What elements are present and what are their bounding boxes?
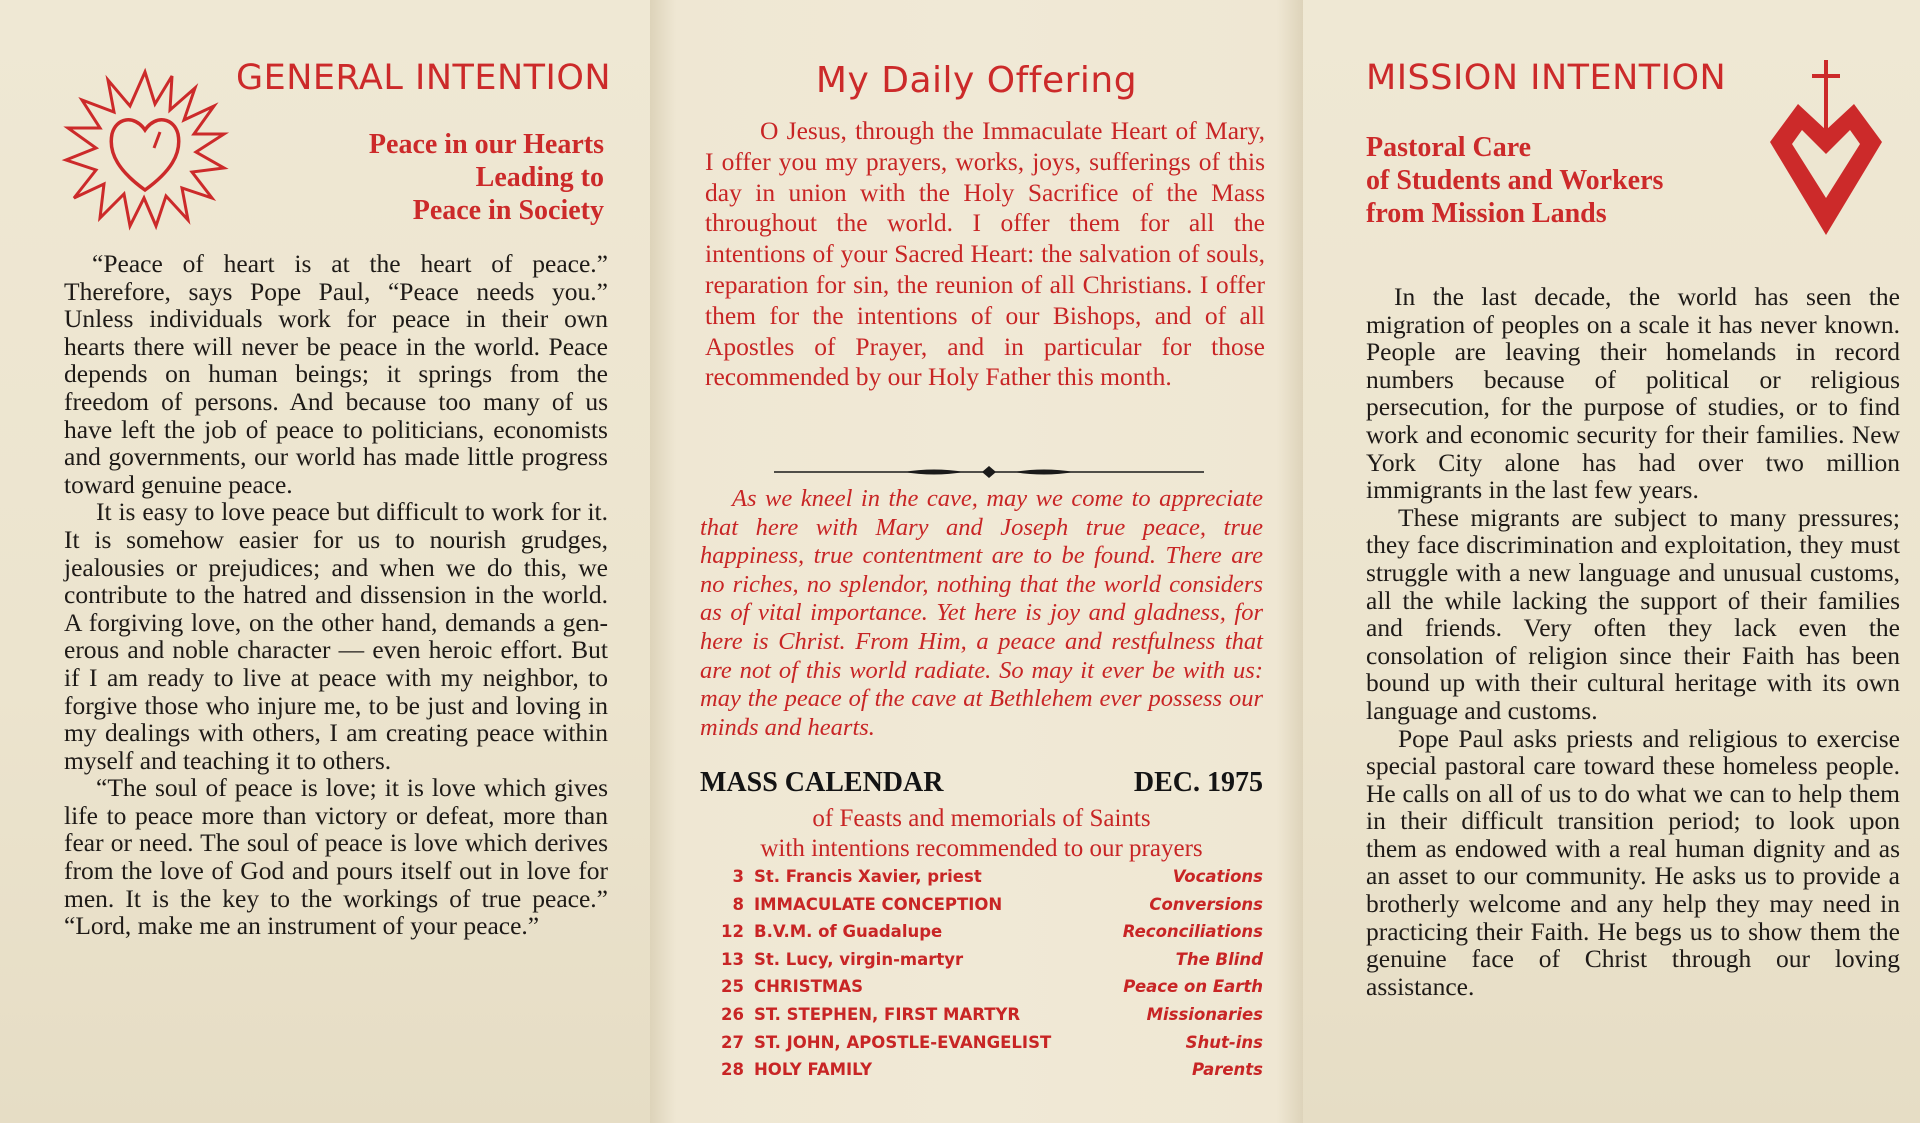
calendar-feast: IMMACULATE CONCEPTION: [754, 894, 1003, 914]
body-paragraph: In the last decade, the world has seen the migration of peoples on a scale it has never known. People are leaving their homelands in record numbers because of political or religious persecution, for the purpose of studies, or to find work and economic security for their families. New York City alone has had over two million immigrants in the last few years.: [1366, 282, 1900, 505]
calendar-day: 12: [721, 922, 744, 942]
calendar-intention: Missionaries: [1146, 1004, 1263, 1024]
calendar-day: 13: [721, 949, 744, 969]
daily-offering-text: [705, 116, 1265, 393]
mass-calendar-month: DEC. 1975: [1133, 767, 1263, 798]
calendar-entry: [710, 950, 1263, 978]
calendar-feast: B.V.M. of Guadalupe: [754, 922, 943, 942]
subtitle-line: from Mission Lands: [1366, 198, 1607, 229]
prayer-paragraph: As we kneel in the cave, may we come to appreciate that here with Mary and Joseph true peace, true happiness, true contentment are to be found. There are no riches, no splendor, nothing that the world considers as of vital importance. Yet here is joy and gladness, for here is Christ. From Him, a peace and restfulness that are not of this world radiate. So may it ever be with us: may the peace of the cave at Bethlehem ever possess our minds and hearts.: [700, 485, 1263, 741]
calendar-feast: ST. JOHN, APOSTLE-EVANGELIST: [754, 1032, 1052, 1052]
subtitle-line: Peace in our Hearts: [368, 129, 604, 160]
mission-intention-subtitle: [1366, 131, 1663, 230]
calendar-intention: Conversions: [1149, 894, 1263, 914]
calendar-feast: ST. STEPHEN, FIRST MARTYR: [754, 1004, 1021, 1024]
calendar-feast: HOLY FAMILY: [754, 1060, 873, 1080]
mission-intention-body: [1366, 283, 1900, 1000]
calendar-entry: [710, 867, 1263, 895]
general-intention-body: [64, 250, 608, 940]
calendar-intention: Vocations: [1172, 867, 1263, 886]
calendar-entry: [710, 1005, 1263, 1033]
calendar-intention: Parents: [1192, 1060, 1263, 1080]
calendar-entry: [710, 977, 1263, 1005]
calendar-day: 8: [732, 894, 744, 914]
sun-heart-icon: [60, 62, 230, 232]
general-intention-subtitle: [369, 128, 604, 227]
calendar-intention: Reconciliations: [1122, 922, 1263, 942]
heart-cross-icon: [1766, 60, 1886, 235]
calendar-feast: CHRISTMAS: [754, 977, 863, 997]
mission-intention-title: MISSION INTENTION: [1366, 58, 1727, 98]
nativity-prayer: [700, 485, 1263, 742]
body-paragraph: It is easy to love peace but difficult to work for it. It is somehow easier for us to nourish grudges, jealousies or prejudices; and when we do this, we contribute to the hatred and dissension in the world. A forgiving love, on the other hand, demands a generous and noble character — even heroic effort. But if I am ready to live at peace with my neighbor, to forgive those who injure me, to be just and loving in my dealings with others, I am creating peace within myself and teaching it to others.: [64, 497, 608, 775]
calendar-entry: [710, 922, 1263, 950]
calendar-day: 26: [721, 1004, 744, 1024]
calendar-day: 25: [721, 977, 744, 997]
calendar-intention: Shut-ins: [1185, 1032, 1263, 1052]
general-intention-panel: [0, 0, 650, 1123]
mass-calendar-subtitle: [700, 804, 1263, 864]
subtitle-line: Leading to: [475, 162, 604, 193]
body-paragraph: Pope Paul asks priests and religious to exercise special pastoral care toward these homeless people. He calls on all of us to do what we can to help them in their difficult transition period; to look upon them as endowed with a real human dignity and as an asset to our community. He asks us to provide a brotherly welcome and any help they may need in practicing their Faith. He begs us to show them the genuine face of Christ through our loving assistance.: [1366, 723, 1900, 1001]
mission-intention-panel: [1303, 0, 1920, 1123]
ornamental-divider-icon: [774, 462, 1204, 482]
calendar-day: 3: [732, 867, 744, 886]
calendar-intention: The Blind: [1175, 949, 1263, 969]
body-paragraph: “Peace of heart is at the heart of peace.” Therefore, says Pope Paul, “Peace needs you.” Unless individuals work for peace in their own hearts there will never be peace in the world. Peace depends on human beings; it springs from the freedom of persons. And because too many of us have left the job of peace to politicians, economists and governments, our world has made little progress toward genuine peace.: [64, 249, 608, 499]
general-intention-title: GENERAL INTENTION: [236, 58, 612, 98]
calendar-entry: [710, 1060, 1263, 1088]
mass-calendar-list: [710, 867, 1263, 1088]
calendar-day: 27: [721, 1032, 744, 1052]
calendar-entry: [710, 1033, 1263, 1061]
mass-calendar-header: [700, 767, 1263, 799]
body-paragraph: “The soul of peace is love; it is love which gives life to peace more than victory or defeat, more than fear or need. The soul of peace is love which derives from the love of God and pours itself out in love for men. It is the key to the workings of true peace.” “Lord, make me an instrument of your peace.”: [64, 773, 608, 941]
calendar-feast: St. Lucy, virgin-martyr: [754, 949, 964, 969]
subtitle-line: with intentions recommended to our prayers: [760, 835, 1203, 862]
calendar-intention: Peace on Earth: [1123, 977, 1263, 997]
subtitle-line: Pastoral Care: [1366, 132, 1532, 163]
subtitle-line: of Students and Workers: [1366, 165, 1664, 196]
calendar-entry: [710, 895, 1263, 923]
daily-offering-panel: [650, 0, 1303, 1123]
subtitle-line: Peace in Society: [412, 195, 604, 226]
offering-paragraph: O Jesus, through the Immaculate Heart of Mary, I offer you my prayers, works, joys, sufferings of this day in union with the Holy Sacrifice of the Mass throughout the world. I offer them for all the intentions of your Sacred Heart: the salvation of souls, reparation for sin, the reunion of all Christians. I offer them for the intentions of our Bishops, and of all Apostles of Prayer, and in particular for those recommended by our Holy Father this month.: [705, 116, 1265, 392]
daily-offering-title: My Daily Offering: [815, 60, 1138, 101]
mass-calendar-title: MASS CALENDAR: [700, 767, 944, 798]
body-paragraph: These migrants are subject to many pressures; they face discrimination and exploitation, they must struggle with a new language and unusual customs, all the while lacking the support of their families and friends. Very often they lack even the consolation of religion since their Faith has been bound up with their cultural heritage with its own language and customs.: [1366, 502, 1900, 725]
calendar-day: 28: [721, 1060, 744, 1080]
subtitle-line: of Feasts and memorials of Saints: [812, 805, 1151, 832]
calendar-feast: St. Francis Xavier, priest: [754, 867, 982, 886]
